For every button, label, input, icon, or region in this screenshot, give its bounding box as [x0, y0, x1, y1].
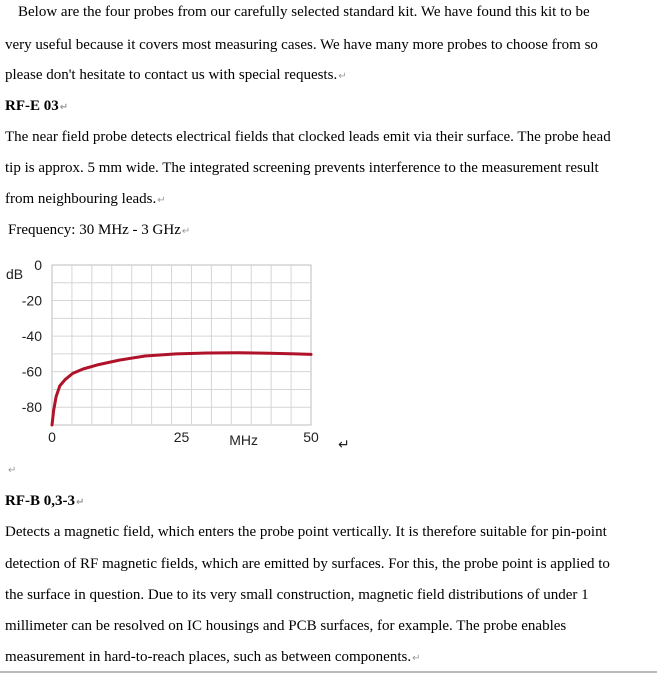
- y-tick-label: -40: [21, 328, 42, 345]
- intro-text-2: very useful because it covers most measuring cases. We have many more probes to choose from so: [5, 37, 598, 53]
- probe1-frequency: [8, 221, 190, 241]
- intro-line-3: [5, 66, 347, 86]
- x-axis-label: MHz: [229, 432, 259, 448]
- probe2-desc-text-3: the surface in question. Due to its very small construction, magnetic field distributions of under 1: [5, 587, 589, 603]
- probe2-desc-line-1: [5, 523, 607, 541]
- probe2-desc-line-2: [5, 555, 610, 573]
- probe1-desc-line-2: [5, 159, 599, 177]
- intro-text-1: Below are the four probes from our carefully selected standard kit. We have found this kit to be: [18, 4, 590, 20]
- intro-text-3: please don't hesitate to contact us with special requests.: [5, 67, 338, 83]
- plot-area: [52, 265, 311, 425]
- probe2-desc-text-1: Detects a magnetic field, which enters the probe point vertically. It is therefore suitable for pin-point: [5, 524, 607, 540]
- empty-paragraph: [7, 460, 16, 480]
- paragraph-mark: ↵: [76, 497, 85, 508]
- probe2-heading-text: RF-B 0,3-3: [5, 493, 75, 509]
- probe1-heading-text: RF-E 03: [5, 98, 59, 114]
- probe2-desc-line-3: [5, 586, 589, 604]
- y-tick-label: 0: [34, 257, 42, 273]
- y-tick-label: -20: [21, 292, 42, 309]
- probe2-heading: [5, 492, 84, 512]
- x-tick-label: 50: [303, 429, 319, 445]
- x-tick-label: 25: [173, 429, 190, 445]
- probe2-desc-text-5: measurement in hard-to-reach places, such as between components.: [5, 649, 412, 665]
- paragraph-mark: ↵: [338, 71, 347, 82]
- paragraph-mark: ↵: [8, 465, 17, 476]
- y-tick-label: -80: [21, 399, 42, 416]
- x-tick-label: 0: [48, 429, 56, 445]
- probe1-desc-text-3: from neighbouring leads.: [5, 191, 157, 207]
- probe2-desc-line-4: [5, 617, 566, 635]
- probe1-desc-line-3: [5, 190, 166, 210]
- probe1-heading: [5, 97, 68, 117]
- paragraph-mark: ↵: [181, 226, 191, 237]
- probe1-desc-text-2: tip is approx. 5 mm wide. The integrated screening prevents interference to the measurement result: [5, 160, 599, 176]
- intro-line-1: [18, 3, 590, 21]
- probe1-desc-text-1: The near field probe detects electrical fields that clocked leads emit via their surface. The probe head: [5, 129, 611, 145]
- paragraph-mark: ↵: [157, 195, 166, 206]
- probe2-desc-text-2: detection of RF magnetic fields, which are emitted by surfaces. For this, the probe point is applied to: [5, 556, 610, 572]
- paragraph-mark: ↵: [338, 436, 350, 452]
- y-axis-label: dB: [6, 265, 24, 282]
- probe1-desc-line-1: [5, 128, 611, 146]
- paragraph-mark: ↵: [412, 653, 421, 664]
- intro-line-2: [5, 36, 598, 54]
- frequency-response-chart: [0, 255, 360, 455]
- probe1-frequency-text: Frequency: 30 MHz - 3 GHz: [8, 222, 181, 238]
- probe2-desc-line-5: [5, 648, 420, 668]
- paragraph-mark: ↵: [59, 102, 69, 113]
- probe2-desc-text-4: millimeter can be resolved on IC housings and PCB surfaces, for example. The probe enables: [5, 618, 567, 634]
- y-tick-label: -60: [21, 363, 42, 380]
